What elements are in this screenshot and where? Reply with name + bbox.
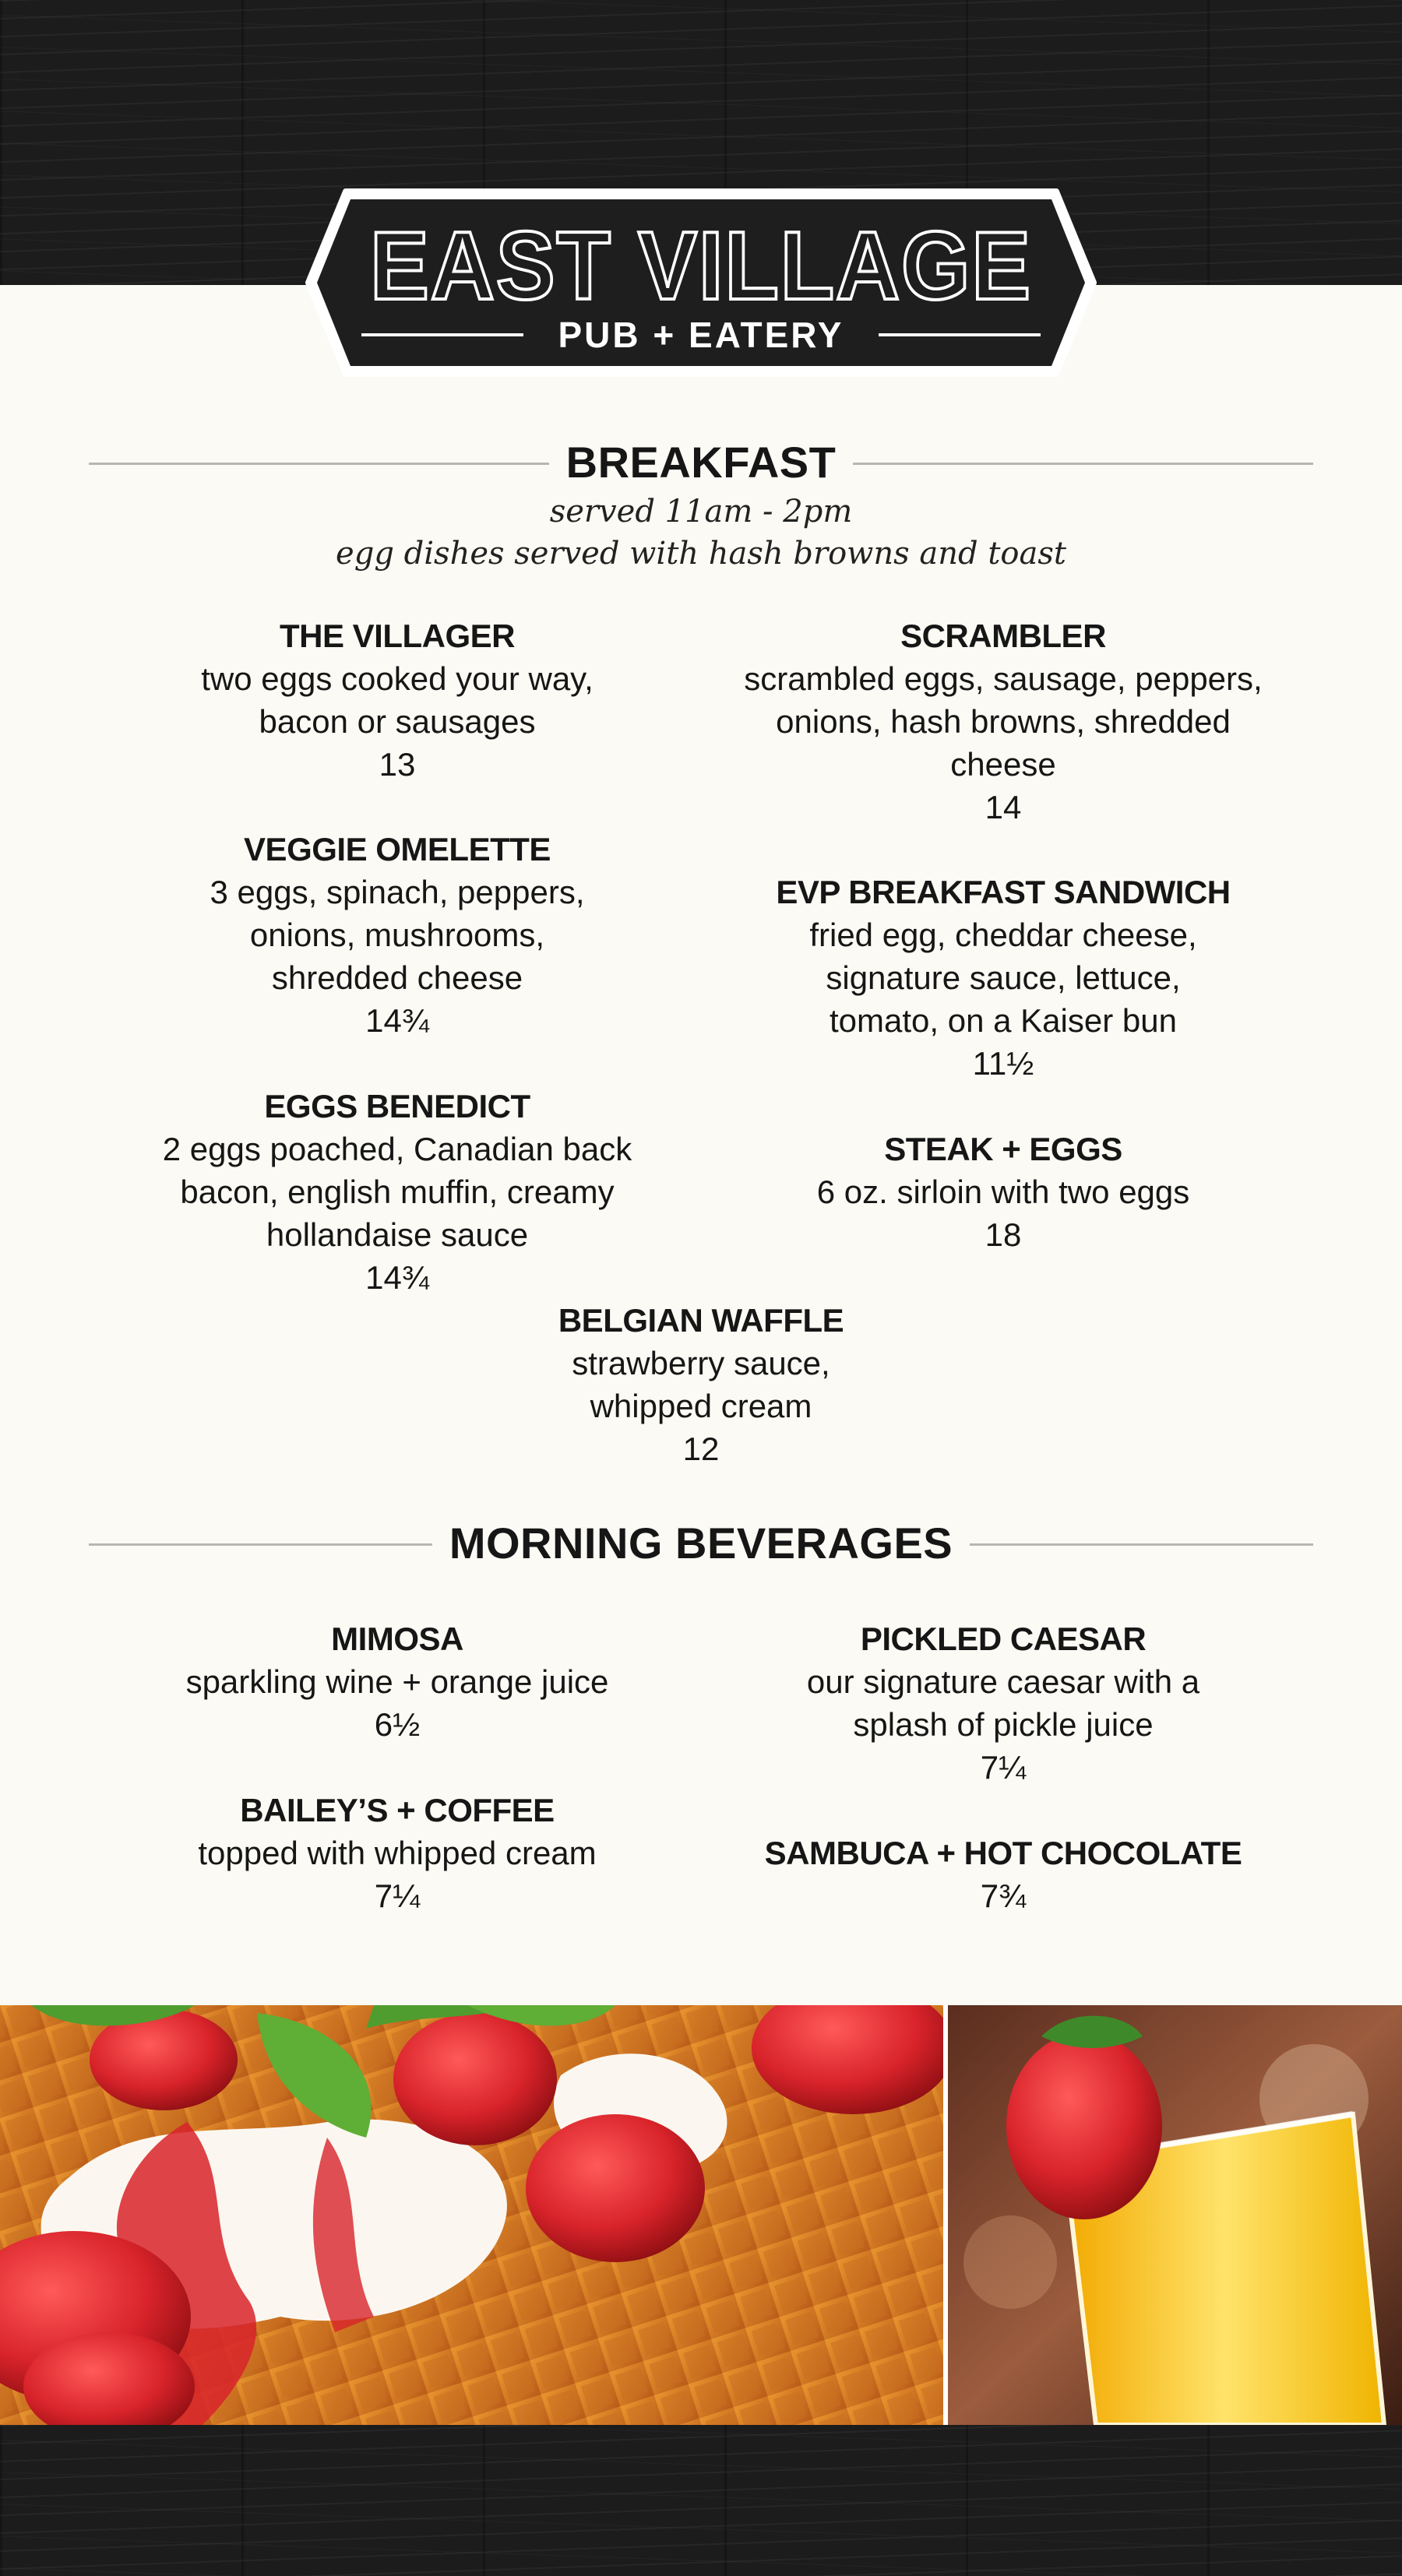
breakfast-note: egg dishes served with hash browns and toast bbox=[336, 536, 1066, 572]
item-desc: splash of pickle juice bbox=[853, 1706, 1154, 1743]
item-desc: bacon, english muffin, creamy bbox=[180, 1174, 615, 1210]
breakfast-hours: served 11am - 2pm bbox=[549, 494, 853, 530]
item-name: SAMBUCA + HOT CHOCOLATE bbox=[764, 1835, 1242, 1871]
item-name: BAILEY’S + COFFEE bbox=[240, 1792, 555, 1828]
bokeh-light bbox=[963, 2215, 1057, 2309]
menu-item-the-villager bbox=[86, 614, 709, 786]
item-desc: our signature caesar with a bbox=[806, 1663, 1200, 1700]
item-desc: signature sauce, lettuce, bbox=[826, 959, 1181, 996]
item-desc: scrambled eggs, sausage, peppers, bbox=[744, 660, 1263, 697]
item-price: 7¼ bbox=[374, 1877, 421, 1914]
item-price: 13 bbox=[379, 746, 416, 783]
item-price: 18 bbox=[985, 1216, 1022, 1253]
logo-tagline: PUB + EATERY bbox=[558, 315, 844, 355]
item-desc: fried egg, cheddar cheese, bbox=[809, 917, 1197, 953]
east-village-logo bbox=[299, 181, 1103, 385]
logo-brand-name: EAST VILLAGE bbox=[370, 213, 1032, 320]
item-desc: topped with whipped cream bbox=[198, 1835, 597, 1871]
item-desc: onions, mushrooms, bbox=[249, 917, 545, 953]
item-name: SCRAMBLER bbox=[900, 618, 1106, 654]
item-name: EGGS BENEDICT bbox=[264, 1088, 530, 1124]
item-desc: onions, hash browns, shredded bbox=[776, 703, 1231, 740]
item-desc: 6 oz. sirloin with two eggs bbox=[816, 1174, 1190, 1210]
item-desc: strawberry sauce, bbox=[572, 1345, 830, 1381]
menu-item-steak-eggs bbox=[692, 1128, 1315, 1256]
item-desc: shredded cheese bbox=[271, 959, 523, 996]
menu-item-baileys-coffee bbox=[86, 1789, 709, 1917]
food-photo-strip bbox=[0, 2005, 1402, 2425]
item-name: MIMOSA bbox=[331, 1621, 463, 1657]
strawberry bbox=[526, 2114, 705, 2262]
item-price: 11½ bbox=[972, 1045, 1034, 1082]
item-name: VEGGIE OMELETTE bbox=[244, 831, 551, 867]
item-price: 12 bbox=[682, 1431, 720, 1467]
menu-item-pickled-caesar bbox=[692, 1617, 1315, 1789]
beverages-section-header bbox=[89, 1512, 1313, 1575]
breakfast-section-header bbox=[89, 431, 1313, 494]
breakfast-title: BREAKFAST bbox=[549, 431, 854, 494]
item-name: STEAK + EGGS bbox=[884, 1131, 1122, 1167]
item-price: 14¾ bbox=[365, 1002, 429, 1039]
item-desc: two eggs cooked your way, bbox=[201, 660, 594, 697]
item-price: 14 bbox=[985, 789, 1022, 825]
item-name: BELGIAN WAFFLE bbox=[558, 1302, 844, 1339]
item-desc: 3 eggs, spinach, peppers, bbox=[210, 874, 585, 910]
strawberry-garnish bbox=[1006, 2032, 1162, 2219]
item-name: THE VILLAGER bbox=[279, 618, 515, 654]
item-desc: sparkling wine + orange juice bbox=[185, 1663, 609, 1700]
menu-item-veggie-omelette bbox=[86, 828, 709, 1042]
item-desc: cheese bbox=[950, 746, 1056, 783]
item-desc: bacon or sausages bbox=[259, 703, 536, 740]
wood-footer-band bbox=[0, 2425, 1402, 2576]
item-desc: 2 eggs poached, Canadian back bbox=[162, 1131, 632, 1167]
strawberry bbox=[393, 2013, 557, 2145]
item-desc: whipped cream bbox=[590, 1388, 812, 1424]
item-price: 7¼ bbox=[980, 1749, 1027, 1786]
item-name: EVP BREAKFAST SANDWICH bbox=[776, 874, 1231, 910]
menu-item-sambuca-hot-chocolate bbox=[692, 1832, 1315, 1917]
menu-item-eggs-benedict bbox=[86, 1085, 709, 1299]
beverages-title: MORNING BEVERAGES bbox=[432, 1512, 970, 1575]
item-price: 7¾ bbox=[980, 1877, 1027, 1914]
waffle-strawberry-photo bbox=[0, 2005, 943, 2425]
item-price: 14¾ bbox=[365, 1259, 429, 1296]
item-name: PICKLED CAESAR bbox=[860, 1621, 1147, 1657]
item-desc: hollandaise sauce bbox=[266, 1216, 529, 1253]
item-price: 6½ bbox=[374, 1706, 421, 1743]
menu-item-scrambler bbox=[692, 614, 1315, 829]
menu-item-mimosa bbox=[86, 1617, 709, 1746]
item-desc: tomato, on a Kaiser bun bbox=[830, 1002, 1177, 1039]
mimosa-photo bbox=[948, 2005, 1402, 2425]
menu-item-belgian-waffle bbox=[389, 1299, 1013, 1470]
menu-item-evp-breakfast-sandwich bbox=[692, 871, 1315, 1085]
